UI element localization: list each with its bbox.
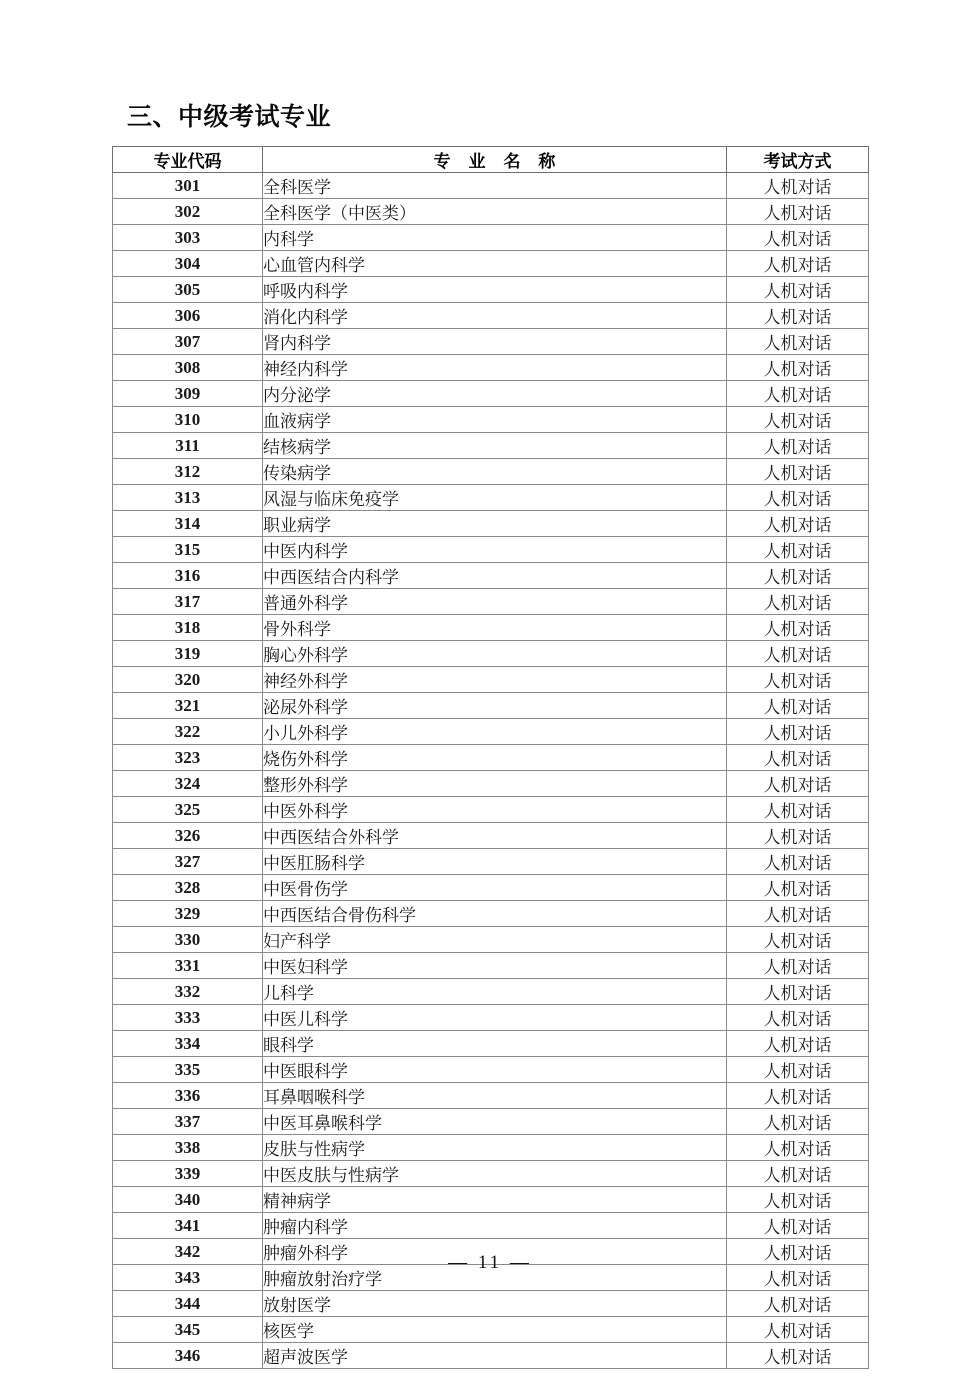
cell-specialty-name: 传染病学 <box>263 459 727 485</box>
cell-exam-mode: 人机对话 <box>727 1317 869 1343</box>
cell-exam-mode: 人机对话 <box>727 537 869 563</box>
cell-exam-mode: 人机对话 <box>727 303 869 329</box>
cell-specialty-code: 314 <box>113 511 263 537</box>
cell-exam-mode: 人机对话 <box>727 225 869 251</box>
page-title: 三、中级考试专业 <box>127 102 332 131</box>
cell-specialty-name: 胸心外科学 <box>263 641 727 667</box>
cell-specialty-code: 321 <box>113 693 263 719</box>
table-row <box>113 1135 869 1161</box>
cell-specialty-name: 骨外科学 <box>263 615 727 641</box>
table-row <box>113 953 869 979</box>
cell-specialty-name: 中医内科学 <box>263 537 727 563</box>
cell-specialty-code: 330 <box>113 927 263 953</box>
cell-specialty-code: 344 <box>113 1291 263 1317</box>
page-number-footer: — 11 — <box>448 1252 532 1273</box>
cell-specialty-name: 血液病学 <box>263 407 727 433</box>
table-row <box>113 719 869 745</box>
table-row <box>113 537 869 563</box>
cell-specialty-code: 303 <box>113 225 263 251</box>
column-header-name: 专 业 名 称 <box>263 147 727 173</box>
table-row <box>113 459 869 485</box>
cell-exam-mode: 人机对话 <box>727 823 869 849</box>
table-row <box>113 303 869 329</box>
cell-specialty-name: 普通外科学 <box>263 589 727 615</box>
table-row <box>113 823 869 849</box>
table-row <box>113 1213 869 1239</box>
cell-specialty-name: 全科医学（中医类） <box>263 199 727 225</box>
cell-specialty-code: 339 <box>113 1161 263 1187</box>
table-row <box>113 199 869 225</box>
cell-specialty-code: 318 <box>113 615 263 641</box>
cell-specialty-code: 304 <box>113 251 263 277</box>
cell-specialty-name: 消化内科学 <box>263 303 727 329</box>
table-row <box>113 1343 869 1369</box>
cell-exam-mode: 人机对话 <box>727 381 869 407</box>
cell-specialty-name: 泌尿外科学 <box>263 693 727 719</box>
cell-specialty-name: 中医骨伤学 <box>263 875 727 901</box>
cell-specialty-name: 全科医学 <box>263 173 727 199</box>
cell-specialty-code: 306 <box>113 303 263 329</box>
table-header <box>113 147 869 173</box>
table-row <box>113 251 869 277</box>
cell-exam-mode: 人机对话 <box>727 1343 869 1369</box>
cell-exam-mode: 人机对话 <box>727 1083 869 1109</box>
cell-exam-mode: 人机对话 <box>727 797 869 823</box>
cell-exam-mode: 人机对话 <box>727 433 869 459</box>
cell-exam-mode: 人机对话 <box>727 1161 869 1187</box>
cell-specialty-code: 305 <box>113 277 263 303</box>
cell-specialty-code: 328 <box>113 875 263 901</box>
cell-specialty-name: 中西医结合骨伤科学 <box>263 901 727 927</box>
cell-specialty-code: 307 <box>113 329 263 355</box>
cell-specialty-name: 肿瘤内科学 <box>263 1213 727 1239</box>
table-row <box>113 875 869 901</box>
cell-exam-mode: 人机对话 <box>727 251 869 277</box>
table-row <box>113 745 869 771</box>
cell-specialty-name: 职业病学 <box>263 511 727 537</box>
table-row <box>113 797 869 823</box>
cell-specialty-name: 核医学 <box>263 1317 727 1343</box>
cell-specialty-code: 335 <box>113 1057 263 1083</box>
table-header-row <box>113 147 869 173</box>
cell-exam-mode: 人机对话 <box>727 459 869 485</box>
cell-specialty-code: 336 <box>113 1083 263 1109</box>
cell-specialty-code: 313 <box>113 485 263 511</box>
table-row <box>113 355 869 381</box>
cell-exam-mode: 人机对话 <box>727 485 869 511</box>
cell-specialty-name: 整形外科学 <box>263 771 727 797</box>
table-row <box>113 1005 869 1031</box>
cell-specialty-code: 342 <box>113 1239 263 1265</box>
cell-specialty-name: 呼吸内科学 <box>263 277 727 303</box>
table-row <box>113 589 869 615</box>
cell-exam-mode: 人机对话 <box>727 407 869 433</box>
table-row <box>113 563 869 589</box>
cell-specialty-name: 中医眼科学 <box>263 1057 727 1083</box>
table-row <box>113 433 869 459</box>
cell-specialty-name: 结核病学 <box>263 433 727 459</box>
table-row <box>113 329 869 355</box>
cell-specialty-name: 中医耳鼻喉科学 <box>263 1109 727 1135</box>
cell-exam-mode: 人机对话 <box>727 511 869 537</box>
cell-specialty-name: 超声波医学 <box>263 1343 727 1369</box>
cell-exam-mode: 人机对话 <box>727 1213 869 1239</box>
table-row <box>113 381 869 407</box>
cell-specialty-name: 神经内科学 <box>263 355 727 381</box>
cell-specialty-code: 325 <box>113 797 263 823</box>
table-row <box>113 771 869 797</box>
table-row <box>113 667 869 693</box>
cell-specialty-code: 315 <box>113 537 263 563</box>
cell-specialty-code: 316 <box>113 563 263 589</box>
cell-specialty-code: 327 <box>113 849 263 875</box>
cell-specialty-code: 326 <box>113 823 263 849</box>
cell-exam-mode: 人机对话 <box>727 719 869 745</box>
cell-specialty-code: 331 <box>113 953 263 979</box>
cell-specialty-name: 烧伤外科学 <box>263 745 727 771</box>
cell-specialty-code: 319 <box>113 641 263 667</box>
cell-exam-mode: 人机对话 <box>727 641 869 667</box>
cell-specialty-name: 中西医结合外科学 <box>263 823 727 849</box>
cell-exam-mode: 人机对话 <box>727 667 869 693</box>
table-row <box>113 901 869 927</box>
cell-specialty-code: 334 <box>113 1031 263 1057</box>
cell-specialty-code: 322 <box>113 719 263 745</box>
table-row <box>113 693 869 719</box>
table-body <box>113 173 869 1369</box>
table-row <box>113 1031 869 1057</box>
cell-specialty-name: 风湿与临床免疫学 <box>263 485 727 511</box>
cell-exam-mode: 人机对话 <box>727 615 869 641</box>
cell-specialty-name: 肿瘤外科学 <box>263 1239 727 1265</box>
cell-specialty-code: 312 <box>113 459 263 485</box>
cell-specialty-code: 333 <box>113 1005 263 1031</box>
cell-exam-mode: 人机对话 <box>727 745 869 771</box>
cell-specialty-name: 肿瘤放射治疗学 <box>263 1265 727 1291</box>
cell-specialty-name: 心血管内科学 <box>263 251 727 277</box>
table-row <box>113 1109 869 1135</box>
table-row <box>113 511 869 537</box>
cell-exam-mode: 人机对话 <box>727 771 869 797</box>
cell-specialty-name: 内分泌学 <box>263 381 727 407</box>
table-row <box>113 1291 869 1317</box>
cell-specialty-code: 345 <box>113 1317 263 1343</box>
table-row <box>113 225 869 251</box>
cell-exam-mode: 人机对话 <box>727 1239 869 1265</box>
cell-specialty-code: 301 <box>113 173 263 199</box>
cell-specialty-code: 311 <box>113 433 263 459</box>
cell-specialty-code: 308 <box>113 355 263 381</box>
cell-specialty-name: 眼科学 <box>263 1031 727 1057</box>
cell-exam-mode: 人机对话 <box>727 277 869 303</box>
cell-exam-mode: 人机对话 <box>727 199 869 225</box>
cell-exam-mode: 人机对话 <box>727 875 869 901</box>
cell-specialty-code: 340 <box>113 1187 263 1213</box>
cell-specialty-code: 320 <box>113 667 263 693</box>
column-header-code: 专业代码 <box>113 147 263 173</box>
cell-specialty-code: 343 <box>113 1265 263 1291</box>
table-row <box>113 641 869 667</box>
table-row <box>113 1057 869 1083</box>
cell-exam-mode: 人机对话 <box>727 1031 869 1057</box>
cell-specialty-name: 中西医结合内科学 <box>263 563 727 589</box>
cell-exam-mode: 人机对话 <box>727 355 869 381</box>
cell-specialty-name: 神经外科学 <box>263 667 727 693</box>
cell-exam-mode: 人机对话 <box>727 1265 869 1291</box>
cell-specialty-name: 妇产科学 <box>263 927 727 953</box>
cell-specialty-name: 放射医学 <box>263 1291 727 1317</box>
cell-exam-mode: 人机对话 <box>727 693 869 719</box>
column-header-mode: 考试方式 <box>727 147 869 173</box>
cell-exam-mode: 人机对话 <box>727 1135 869 1161</box>
cell-specialty-code: 329 <box>113 901 263 927</box>
cell-specialty-code: 323 <box>113 745 263 771</box>
cell-exam-mode: 人机对话 <box>727 329 869 355</box>
table-row <box>113 927 869 953</box>
cell-specialty-code: 346 <box>113 1343 263 1369</box>
cell-exam-mode: 人机对话 <box>727 173 869 199</box>
cell-exam-mode: 人机对话 <box>727 1057 869 1083</box>
table-row <box>113 615 869 641</box>
cell-specialty-code: 338 <box>113 1135 263 1161</box>
cell-specialty-name: 中医皮肤与性病学 <box>263 1161 727 1187</box>
cell-specialty-code: 309 <box>113 381 263 407</box>
table-row <box>113 485 869 511</box>
table-row <box>113 849 869 875</box>
cell-exam-mode: 人机对话 <box>727 589 869 615</box>
cell-specialty-code: 332 <box>113 979 263 1005</box>
cell-specialty-code: 317 <box>113 589 263 615</box>
cell-specialty-name: 中医妇科学 <box>263 953 727 979</box>
cell-exam-mode: 人机对话 <box>727 849 869 875</box>
cell-exam-mode: 人机对话 <box>727 1187 869 1213</box>
table-row <box>113 1161 869 1187</box>
table-row <box>113 1187 869 1213</box>
cell-specialty-name: 中医外科学 <box>263 797 727 823</box>
cell-exam-mode: 人机对话 <box>727 901 869 927</box>
cell-exam-mode: 人机对话 <box>727 563 869 589</box>
cell-exam-mode: 人机对话 <box>727 1109 869 1135</box>
cell-exam-mode: 人机对话 <box>727 1291 869 1317</box>
cell-specialty-name: 中医肛肠科学 <box>263 849 727 875</box>
table-row <box>113 1317 869 1343</box>
cell-specialty-name: 肾内科学 <box>263 329 727 355</box>
table-row <box>113 173 869 199</box>
cell-specialty-code: 310 <box>113 407 263 433</box>
cell-specialty-name: 中医儿科学 <box>263 1005 727 1031</box>
cell-exam-mode: 人机对话 <box>727 927 869 953</box>
table-row <box>113 277 869 303</box>
cell-specialty-code: 337 <box>113 1109 263 1135</box>
cell-specialty-code: 302 <box>113 199 263 225</box>
cell-specialty-name: 儿科学 <box>263 979 727 1005</box>
cell-exam-mode: 人机对话 <box>727 953 869 979</box>
major-specialty-table <box>112 146 869 1369</box>
cell-specialty-code: 324 <box>113 771 263 797</box>
cell-specialty-name: 小儿外科学 <box>263 719 727 745</box>
cell-specialty-name: 精神病学 <box>263 1187 727 1213</box>
table-row <box>113 407 869 433</box>
cell-specialty-name: 皮肤与性病学 <box>263 1135 727 1161</box>
table-row <box>113 979 869 1005</box>
cell-specialty-name: 耳鼻咽喉科学 <box>263 1083 727 1109</box>
cell-specialty-name: 内科学 <box>263 225 727 251</box>
table-row <box>113 1083 869 1109</box>
cell-specialty-code: 341 <box>113 1213 263 1239</box>
cell-exam-mode: 人机对话 <box>727 1005 869 1031</box>
cell-exam-mode: 人机对话 <box>727 979 869 1005</box>
